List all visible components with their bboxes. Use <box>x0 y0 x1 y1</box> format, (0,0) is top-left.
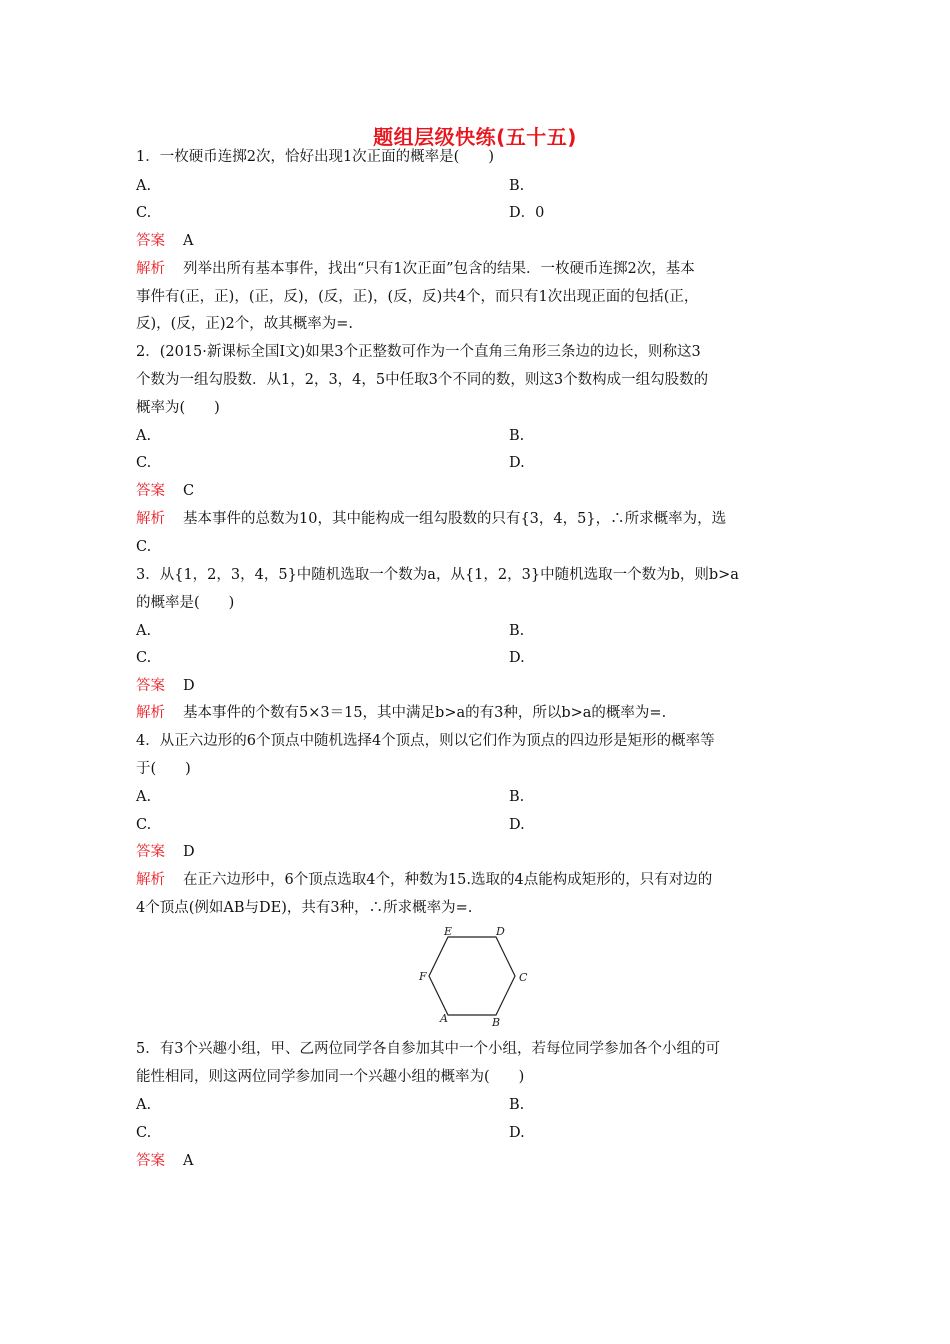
q1-option-b: B. <box>509 178 525 194</box>
answer-label: 答案 <box>136 1153 165 1169</box>
analysis-text: 基本事件的总数为10，其中能构成一组勾股数的只有{3，4，5}，∴所求概率为，选 <box>183 511 727 527</box>
answer-value: A <box>183 1153 194 1169</box>
q4-option-c: C. <box>136 817 152 833</box>
q4-stem-line-2: 于( ) <box>136 761 191 777</box>
q2-option-c: C. <box>136 455 152 471</box>
q3-option-d: D. <box>509 650 525 666</box>
answer-value: A <box>183 233 194 249</box>
hexagon-shape <box>429 937 515 1015</box>
vertex-label-c: C <box>519 971 528 984</box>
q3-option-a: A. <box>136 623 152 639</box>
vertex-label-d: D <box>496 925 505 938</box>
vertex-label-a: A <box>440 1012 448 1025</box>
answer-label: 答案 <box>136 483 165 499</box>
q3-answer <box>136 676 195 696</box>
answer-label: 答案 <box>136 678 165 694</box>
analysis-label: 解析 <box>136 261 165 277</box>
analysis-label: 解析 <box>136 872 165 888</box>
q1-option-a: A. <box>136 178 152 194</box>
page-title: 题组层级快练(五十五) <box>373 125 577 149</box>
answer-value: D <box>183 844 195 860</box>
answer-value: C <box>183 483 195 499</box>
analysis-label: 解析 <box>136 705 165 721</box>
q4-option-d: D. <box>509 817 525 833</box>
analysis-text: 列举出所有基本事件，找出“只有1次正面”包含的结果．一枚硬币连掷2次，基本 <box>183 261 695 277</box>
q5-option-c: C. <box>136 1125 152 1141</box>
q5-option-d: D. <box>509 1125 525 1141</box>
analysis-text: 在正六边形中，6个顶点选取4个，种数为15.选取的4点能构成矩形的，只有对边的 <box>183 872 713 888</box>
q3-stem-line-2: 的概率是( ) <box>136 595 235 611</box>
q4-analysis-line-1 <box>136 870 712 890</box>
q2-option-a: A. <box>136 428 152 444</box>
vertex-label-f: F <box>419 970 427 983</box>
q2-stem-line-1: 2．(2015·新课标全国Ⅰ文)如果3个正整数可作为一个直角三角形三条边的边长，则称这3 <box>136 344 701 360</box>
q4-answer <box>136 842 195 862</box>
q1-stem: 1．一枚硬币连掷2次，恰好出现1次正面的概率是( ) <box>136 149 494 165</box>
q4-option-a: A. <box>136 789 152 805</box>
answer-label: 答案 <box>136 844 165 860</box>
answer-label: 答案 <box>136 233 165 249</box>
q3-analysis-line-1 <box>136 703 666 723</box>
q3-option-c: C. <box>136 650 152 666</box>
q1-answer <box>136 231 193 251</box>
hexagon-figure <box>416 922 534 1030</box>
q5-stem-line-2: 能性相同，则这两位同学参加同一个兴趣小组的概率为( ) <box>136 1069 525 1085</box>
q5-option-b: B. <box>509 1097 525 1113</box>
analysis-text: 基本事件的个数有5×3＝15，其中满足b>a的有3种，所以b>a的概率为=. <box>183 705 667 721</box>
q2-stem-line-3: 概率为( ) <box>136 400 220 416</box>
analysis-label: 解析 <box>136 511 165 527</box>
vertex-label-e: E <box>444 925 453 938</box>
q1-analysis-line-2: 事件有(正，正)，(正，反)，(反，正)，(反，反)共4个，而只有1次出现正面的包括(正， <box>136 289 699 305</box>
q5-option-a: A. <box>136 1097 152 1113</box>
q5-stem-line-1: 5．有3个兴趣小组，甲、乙两位同学各自参加其中一个小组，若每位同学参加各个小组的可 <box>136 1041 720 1057</box>
q2-option-b: B. <box>509 428 525 444</box>
q1-analysis-line-1 <box>136 259 695 279</box>
q3-option-b: B. <box>509 623 525 639</box>
q2-analysis-line-2: C. <box>136 539 152 555</box>
q2-stem-line-2: 个数为一组勾股数．从1，2，3，4，5中任取3个不同的数，则这3个数构成一组勾股数的 <box>136 372 709 388</box>
q4-analysis-line-2: 4个顶点(例如AB与DE)，共有3种，∴所求概率为=. <box>136 900 473 916</box>
q2-option-d: D. <box>509 455 525 471</box>
q1-option-d: D．0 <box>509 205 545 221</box>
q1-analysis-line-3: 反)，(反，正)2个，故其概率为=. <box>136 316 353 332</box>
vertex-label-b: B <box>492 1016 501 1029</box>
q2-answer <box>136 481 194 501</box>
q4-stem-line-1: 4．从正六边形的6个顶点中随机选择4个顶点，则以它们作为顶点的四边形是矩形的概率等 <box>136 733 715 749</box>
q4-option-b: B. <box>509 789 525 805</box>
answer-value: D <box>183 678 195 694</box>
q2-analysis-line-1 <box>136 509 726 529</box>
q1-option-c: C. <box>136 205 152 221</box>
q5-answer <box>136 1151 193 1171</box>
q3-stem-line-1: 3．从{1，2，3，4，5}中随机选取一个数为a，从{1，2，3}中随机选取一个数为b，则b>a <box>136 567 739 583</box>
